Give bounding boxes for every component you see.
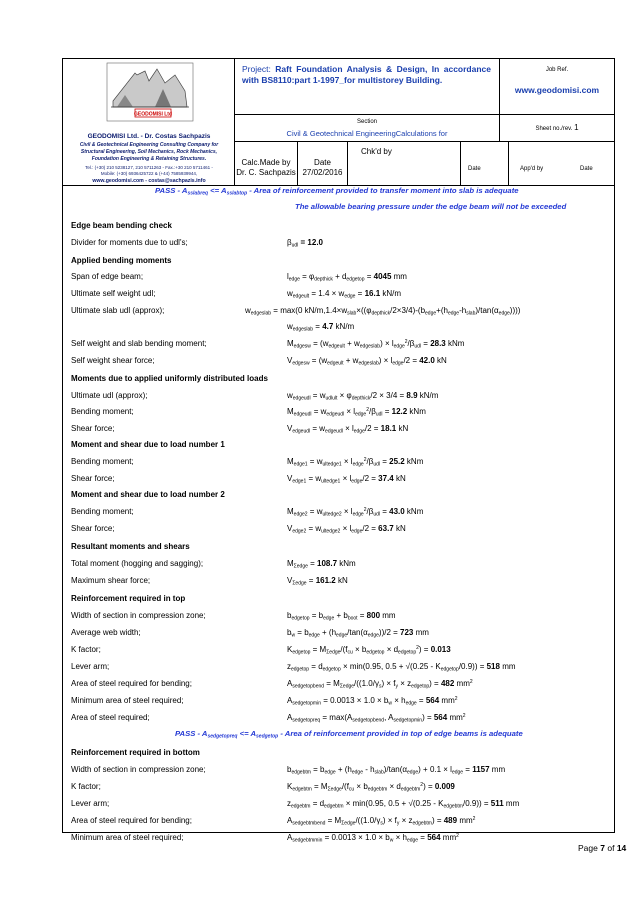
date-cell: Date 27/02/2016 xyxy=(298,142,348,185)
heading-edge-beam: Edge beam bending check xyxy=(71,221,172,230)
calc-made-by-cell: Calc.Made by Dr. C. Sachpazis xyxy=(235,142,298,185)
company-block xyxy=(63,59,235,185)
company-contact: Tel.: (+30) 210 5238127, 210 5711263 - Fax.:+30 210 5711461 - Mobile: (+30) 6936425722 & (+44) 7585939944, xyxy=(85,165,213,176)
company-logo xyxy=(105,61,195,131)
checked-by-cell: Chk'd by Date App'd by Date xyxy=(348,142,613,185)
project-cell: Project: Raft Foundation Analysis & Design, In accordance with BS8110:part 1-1997_for multistorey Building. xyxy=(235,59,500,115)
jobref-cell: Job Ref. www.geodomisi.com xyxy=(500,59,614,115)
span-value: $l_{edge} = \varphi_{depthick} + d_{edgetop} = 4045$ mm xyxy=(287,272,407,283)
svg-text:GEODOMISI Ltd: GEODOMISI Ltd xyxy=(133,111,173,118)
project-title: Raft Foundation Analysis & Design, In accordance with BS8110:part 1-1997_for multistorey Building. xyxy=(242,64,491,86)
title-block xyxy=(62,58,615,186)
pass-bearing-pressure: The allowable bearing pressure under the edge beam will not be exceeded xyxy=(295,202,567,211)
page-number: Page 7 of 14 xyxy=(578,843,627,853)
website-link[interactable]: www.geodomisi.com xyxy=(514,85,600,95)
section-cell: Section Civil & Geotechnical EngineeringCalculations for xyxy=(235,115,500,142)
sheet-cell: Sheet no./rev. 1 xyxy=(500,115,614,142)
company-description: Civil & Geotechnical Engineering Consulting Company for Structural Engineering, Soil Mechanics, Rock Mechanics, Foundation Engineering & Retaining Structures. xyxy=(79,142,219,162)
pass-slab-reinforcement: PASS - $A_{sslabreq} <= A_{sslabtop}$ - Area of reinforcement provided to transfer moment into slab is adequate xyxy=(155,186,519,197)
project-label: Project xyxy=(242,64,269,74)
pass-top-reinforcement: PASS - $A_{sedgetopreq} <= A_{sedgetop}$ - Area of reinforcement provided in top of edge beams is adequate xyxy=(175,729,523,740)
company-web: www.geodomisi.com - costas@sachpazis.info xyxy=(92,178,206,184)
company-name: GEODOMISI Ltd. - Dr. Costas Sachpazis xyxy=(87,133,211,140)
divider-value: $\beta_{udl} = 12.0$ xyxy=(287,238,323,249)
heading-applied-moments: Applied bending moments xyxy=(71,256,172,265)
